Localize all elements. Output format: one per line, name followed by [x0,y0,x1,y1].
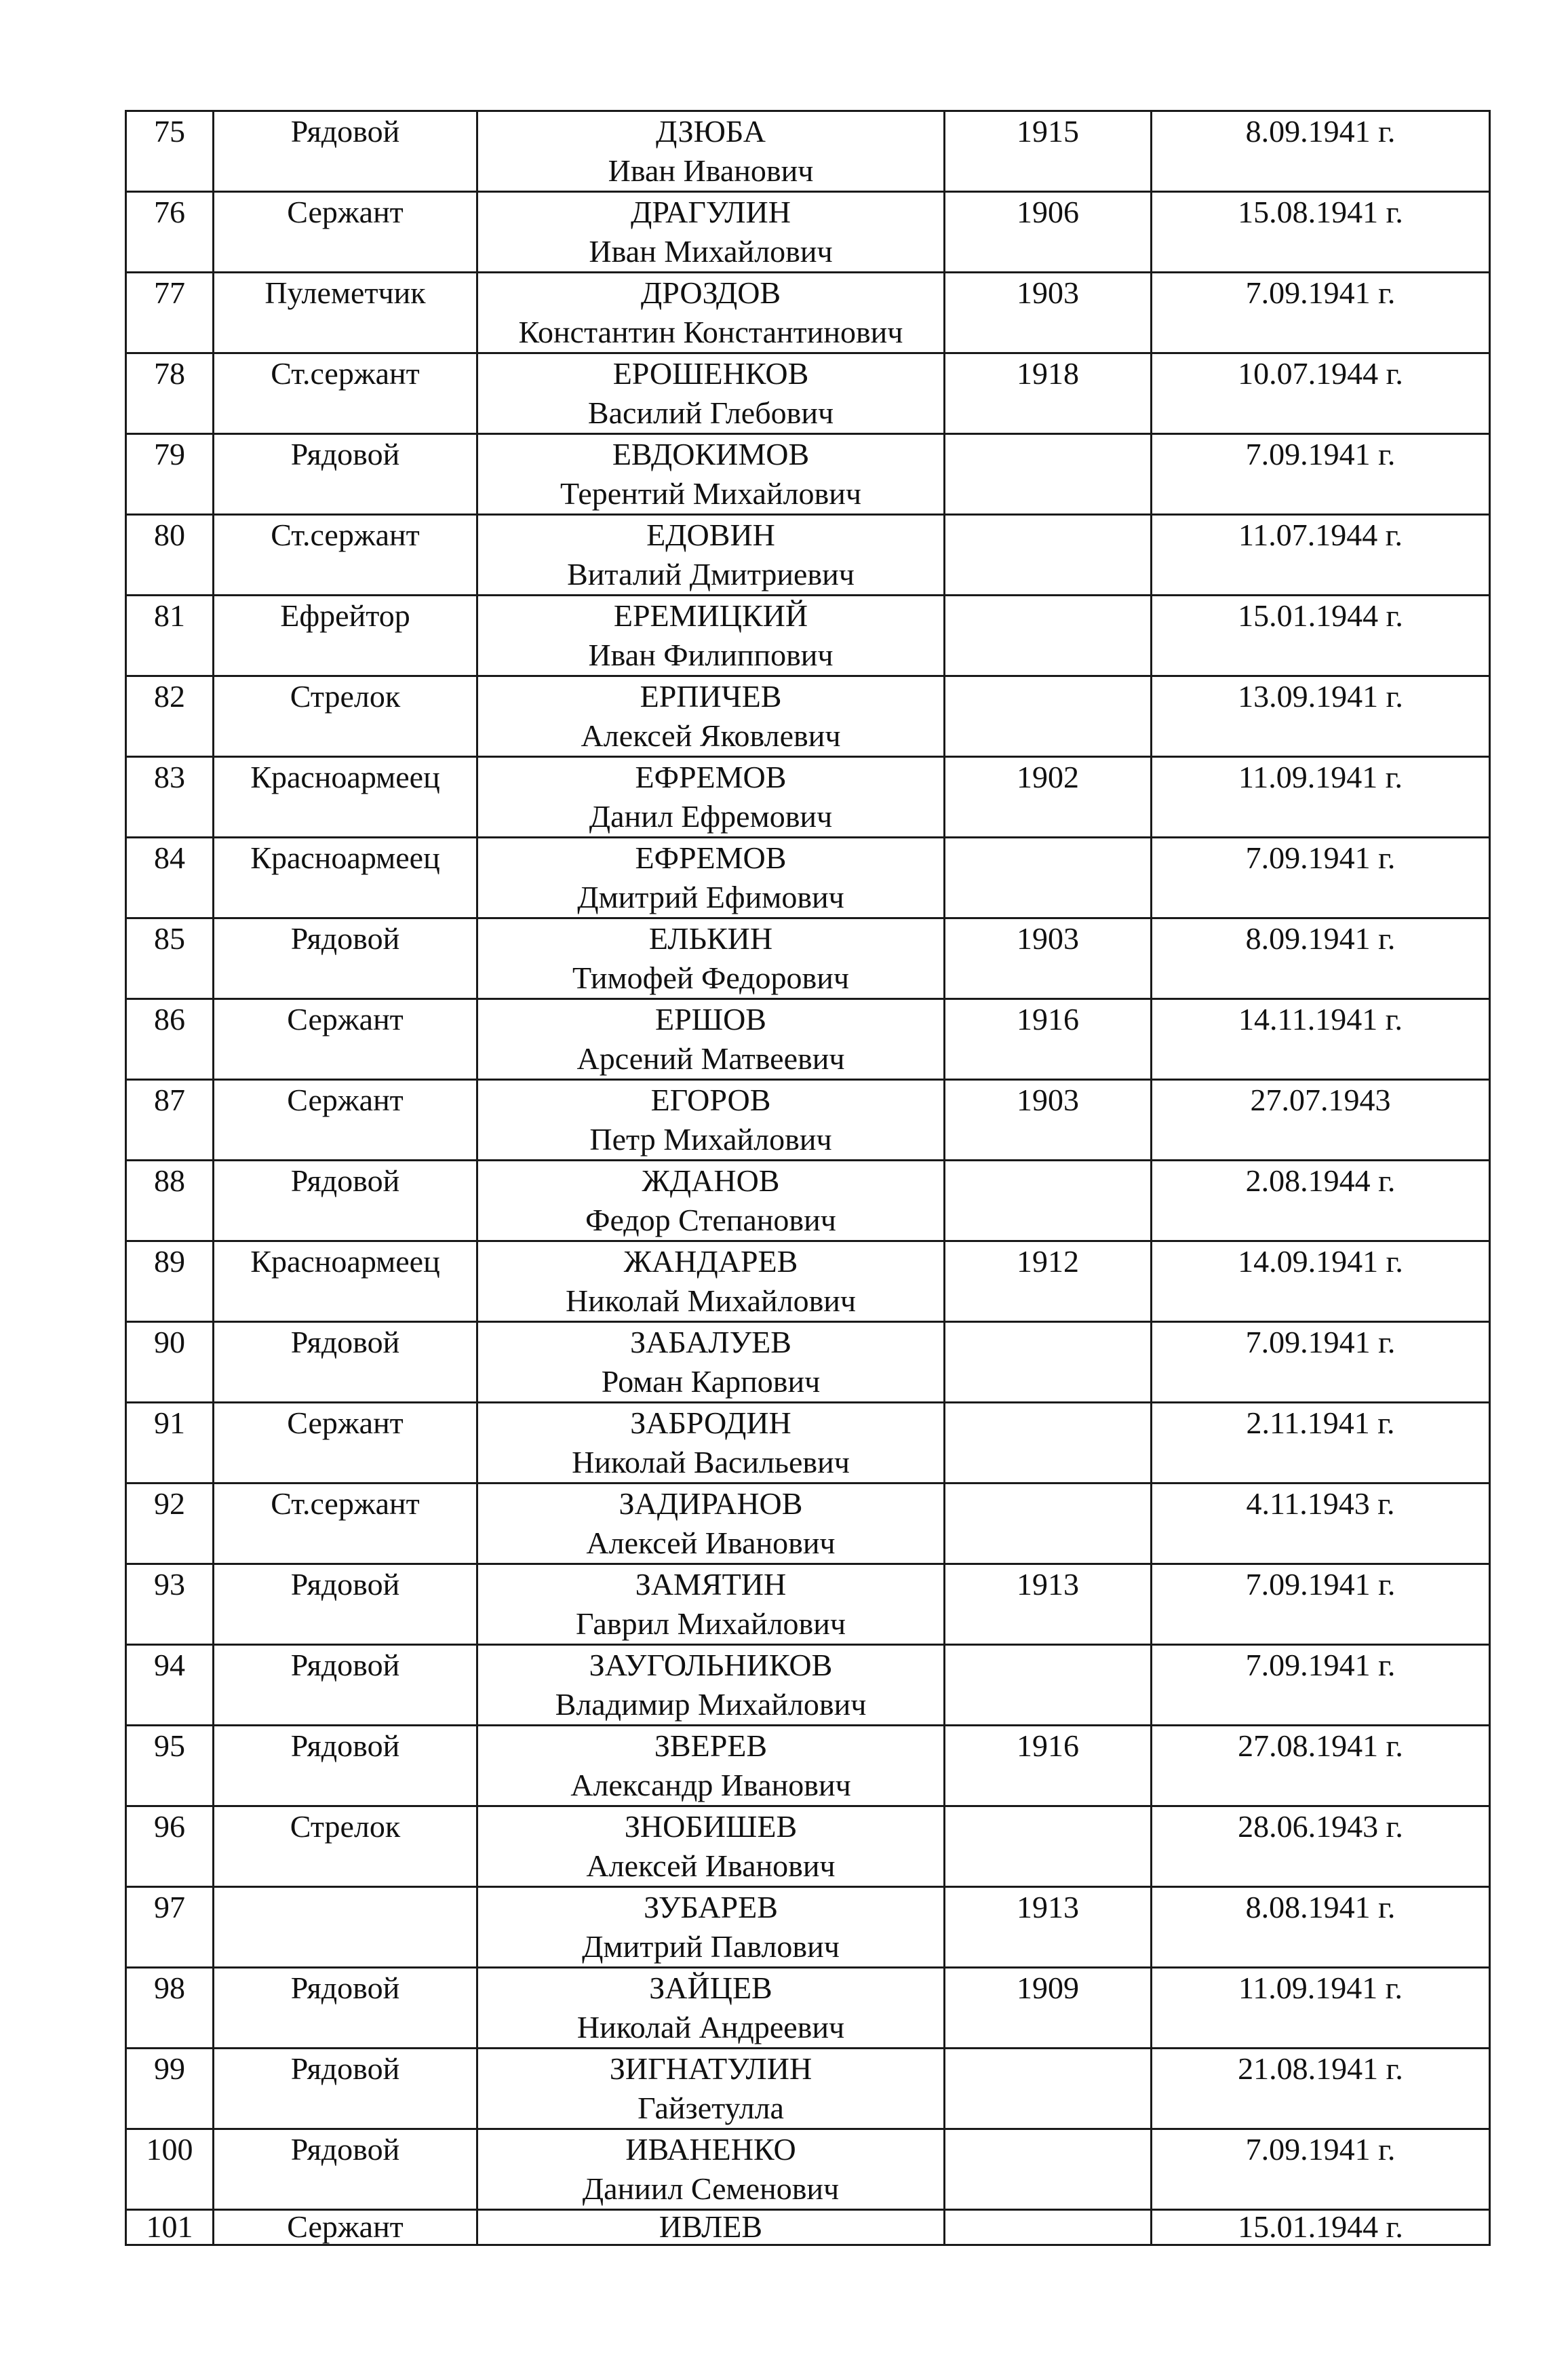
birth-year-cell [945,1322,1152,1403]
given-names: Петр Михайлович [589,1122,832,1157]
rank-cell: Сержант [214,999,477,1080]
table-row [126,1161,1490,1241]
death-date-cell: 14.11.1941 г. [1152,999,1490,1080]
birth-year-cell: 1913 [945,1887,1152,1968]
name-cell [477,273,945,353]
birth-year-cell [945,2129,1152,2210]
table-row [126,676,1490,757]
rank-cell: Стрелок [214,1806,477,1887]
birth-year-cell [945,596,1152,676]
given-names: Гайзетулла [638,2091,784,2125]
death-date-cell: 11.07.1944 г. [1152,515,1490,596]
table-row [126,2049,1490,2129]
surname: ЕФРЕМОВ [635,760,787,794]
surname: ЗАУГОЛЬНИКОВ [589,1648,833,1682]
birth-year-cell: 1915 [945,111,1152,192]
name-cell [477,2210,945,2245]
death-date-cell: 7.09.1941 г. [1152,434,1490,515]
row-number: 91 [126,1403,214,1483]
death-date-cell: 8.09.1941 г. [1152,111,1490,192]
name-cell [477,2049,945,2129]
row-number: 77 [126,273,214,353]
rank-cell: Сержант [214,2210,477,2245]
table-row [126,1403,1490,1483]
birth-year-cell: 1906 [945,192,1152,273]
row-number: 101 [126,2210,214,2245]
surname: ЕВДОКИМОВ [612,437,810,471]
surname: ЗУБАРЕВ [644,1890,778,1924]
table-row [126,1483,1490,1564]
birth-year-cell: 1913 [945,1564,1152,1645]
row-number: 82 [126,676,214,757]
birth-year-cell [945,2210,1152,2245]
birth-year-cell [945,2049,1152,2129]
birth-year-cell [945,1806,1152,1887]
rank-cell: Ст.сержант [214,515,477,596]
death-date-cell: 7.09.1941 г. [1152,1564,1490,1645]
given-names: Иван Иванович [608,153,814,188]
given-names: Терентий Михайлович [560,476,861,511]
row-number: 86 [126,999,214,1080]
name-cell [477,1806,945,1887]
given-names: Данил Ефремович [589,799,833,834]
table-row [126,111,1490,192]
surname: ЗАБАЛУЕВ [630,1325,791,1359]
surname: ЗАЙЦЕВ [649,1971,772,2005]
name-cell [477,1241,945,1322]
name-cell [477,1161,945,1241]
rank-cell: Рядовой [214,434,477,515]
rank-cell: Красноармеец [214,1241,477,1322]
death-date-cell: 28.06.1943 г. [1152,1806,1490,1887]
row-number: 83 [126,757,214,838]
row-number: 99 [126,2049,214,2129]
rank-cell: Ст.сержант [214,353,477,434]
rank-cell: Стрелок [214,676,477,757]
table-row [126,1887,1490,1968]
roster-body [126,111,1490,2245]
death-date-cell: 11.09.1941 г. [1152,757,1490,838]
given-names: Василий Глебович [587,395,834,430]
given-names: Алексей Иванович [586,1848,836,1883]
row-number: 78 [126,353,214,434]
death-date-cell: 13.09.1941 г. [1152,676,1490,757]
name-cell [477,1726,945,1806]
surname: ЕФРЕМОВ [635,840,787,875]
given-names: Алексей Яковлевич [581,718,841,753]
row-number: 94 [126,1645,214,1726]
given-names: Арсений Матвеевич [576,1041,845,1076]
rank-cell: Сержант [214,1080,477,1161]
table-row [126,515,1490,596]
row-number: 96 [126,1806,214,1887]
row-number: 75 [126,111,214,192]
birth-year-cell: 1918 [945,353,1152,434]
name-cell [477,111,945,192]
rank-cell: Ефрейтор [214,596,477,676]
row-number: 81 [126,596,214,676]
death-date-cell: 2.08.1944 г. [1152,1161,1490,1241]
row-number: 90 [126,1322,214,1403]
birth-year-cell: 1916 [945,999,1152,1080]
name-cell [477,1887,945,1968]
row-number: 93 [126,1564,214,1645]
birth-year-cell [945,1403,1152,1483]
table-row [126,434,1490,515]
death-date-cell: 27.07.1943 [1152,1080,1490,1161]
name-cell [477,999,945,1080]
surname: ЗНОБИШЕВ [624,1809,798,1844]
death-date-cell: 10.07.1944 г. [1152,353,1490,434]
table-row [126,596,1490,676]
given-names: Иван Михайлович [589,234,833,269]
death-date-cell: 7.09.1941 г. [1152,1645,1490,1726]
birth-year-cell [945,1161,1152,1241]
rank-cell: Ст.сержант [214,1483,477,1564]
surname: ДРАГУЛИН [631,195,791,229]
surname: ДРОЗДОВ [640,275,781,310]
given-names: Дмитрий Павлович [582,1929,840,1964]
rank-cell: Рядовой [214,1726,477,1806]
surname: ЕРОШЕНКОВ [612,356,809,391]
birth-year-cell [945,434,1152,515]
surname: ЗВЕРЕВ [654,1728,768,1763]
death-date-cell: 8.08.1941 г. [1152,1887,1490,1968]
table-row [126,757,1490,838]
table-row [126,1564,1490,1645]
row-number: 84 [126,838,214,918]
name-cell [477,192,945,273]
birth-year-cell: 1903 [945,273,1152,353]
surname: ДЗЮБА [656,114,766,149]
name-cell [477,676,945,757]
death-date-cell: 27.08.1941 г. [1152,1726,1490,1806]
death-date-cell: 15.08.1941 г. [1152,192,1490,273]
rank-cell: Рядовой [214,111,477,192]
given-names: Дмитрий Ефимович [577,880,844,914]
surname: ЕРПИЧЕВ [640,679,782,714]
row-number: 76 [126,192,214,273]
rank-cell: Красноармеец [214,838,477,918]
surname: ЖАНДАРЕВ [623,1244,798,1279]
given-names: Федор Степанович [585,1203,836,1237]
name-cell [477,1564,945,1645]
death-date-cell: 7.09.1941 г. [1152,1322,1490,1403]
rank-cell: Рядовой [214,1645,477,1726]
rank-cell: Рядовой [214,918,477,999]
row-number: 87 [126,1080,214,1161]
given-names: Александр Иванович [570,1768,851,1802]
surname: ЗАБРОДИН [630,1405,791,1440]
table-row [126,1322,1490,1403]
surname: ЗАДИРАНОВ [619,1486,803,1521]
rank-cell: Пулеметчик [214,273,477,353]
table-row [126,2210,1490,2245]
rank-cell: Красноармеец [214,757,477,838]
table-row [126,999,1490,1080]
table-row [126,1806,1490,1887]
name-cell [477,515,945,596]
death-date-cell: 11.09.1941 г. [1152,1968,1490,2049]
surname: ЖДАНОВ [642,1163,780,1198]
given-names: Даниил Семенович [582,2171,840,2206]
birth-year-cell: 1903 [945,918,1152,999]
given-names: Тимофей Федорович [572,961,850,995]
given-names: Виталий Дмитриевич [567,557,855,592]
table-row [126,2129,1490,2210]
table-row [126,1645,1490,1726]
name-cell [477,1403,945,1483]
given-names: Гаврил Михайлович [575,1606,846,1641]
table-row [126,1080,1490,1161]
death-date-cell: 7.09.1941 г. [1152,2129,1490,2210]
death-date-cell: 7.09.1941 г. [1152,838,1490,918]
name-cell [477,1080,945,1161]
given-names: Алексей Иванович [586,1526,836,1560]
surname: ЕДОВИН [646,518,775,552]
casualty-roster-table [125,110,1491,2246]
name-cell [477,1645,945,1726]
row-number: 89 [126,1241,214,1322]
given-names: Николай Андреевич [576,2010,845,2044]
death-date-cell: 8.09.1941 г. [1152,918,1490,999]
table-row [126,1726,1490,1806]
given-names: Иван Филиппович [588,638,834,672]
name-cell [477,1483,945,1564]
death-date-cell: 14.09.1941 г. [1152,1241,1490,1322]
surname: ЕЛЬКИН [648,921,773,956]
birth-year-cell: 1903 [945,1080,1152,1161]
row-number: 98 [126,1968,214,2049]
rank-cell [214,1887,477,1968]
row-number: 79 [126,434,214,515]
given-names: Константин Константинович [518,315,903,349]
row-number: 95 [126,1726,214,1806]
name-cell [477,2129,945,2210]
table-row [126,353,1490,434]
row-number: 85 [126,918,214,999]
table-row [126,1241,1490,1322]
death-date-cell: 15.01.1944 г. [1152,2210,1490,2245]
surname: ЕРЕМИЦКИЙ [613,598,808,633]
rank-cell: Рядовой [214,1161,477,1241]
given-names: Николай Михайлович [565,1283,857,1318]
birth-year-cell: 1902 [945,757,1152,838]
table-row [126,273,1490,353]
given-names: Владимир Михайлович [555,1687,867,1722]
name-cell [477,596,945,676]
rank-cell: Рядовой [214,1322,477,1403]
name-cell [477,757,945,838]
death-date-cell: 2.11.1941 г. [1152,1403,1490,1483]
row-number: 97 [126,1887,214,1968]
birth-year-cell [945,838,1152,918]
rank-cell: Рядовой [214,1564,477,1645]
row-number: 92 [126,1483,214,1564]
death-date-cell: 7.09.1941 г. [1152,273,1490,353]
death-date-cell: 15.01.1944 г. [1152,596,1490,676]
name-cell [477,434,945,515]
surname: ЕРШОВ [655,1002,766,1036]
row-number: 100 [126,2129,214,2210]
given-names: Николай Васильевич [572,1445,850,1479]
rank-cell: Рядовой [214,2129,477,2210]
surname: ЗАМЯТИН [635,1567,787,1602]
name-cell [477,838,945,918]
birth-year-cell: 1909 [945,1968,1152,2049]
rank-cell: Рядовой [214,1968,477,2049]
birth-year-cell: 1916 [945,1726,1152,1806]
row-number: 88 [126,1161,214,1241]
given-names: Роман Карпович [601,1364,821,1399]
surname: ЗИГНАТУЛИН [609,2051,812,2086]
rank-cell: Сержант [214,192,477,273]
name-cell [477,1322,945,1403]
rank-cell: Сержант [214,1403,477,1483]
surname: ИВАНЕНКО [625,2132,796,2167]
death-date-cell: 21.08.1941 г. [1152,2049,1490,2129]
name-cell [477,918,945,999]
birth-year-cell [945,1483,1152,1564]
birth-year-cell [945,515,1152,596]
table-row [126,192,1490,273]
birth-year-cell [945,676,1152,757]
death-date-cell: 4.11.1943 г. [1152,1483,1490,1564]
table-row [126,838,1490,918]
table-row [126,918,1490,999]
surname: ЕГОРОВ [650,1083,771,1117]
birth-year-cell: 1912 [945,1241,1152,1322]
name-cell [477,1968,945,2049]
surname: ИВЛЕВ [659,2209,763,2244]
name-cell [477,353,945,434]
birth-year-cell [945,1645,1152,1726]
table-row [126,1968,1490,2049]
rank-cell: Рядовой [214,2049,477,2129]
row-number: 80 [126,515,214,596]
